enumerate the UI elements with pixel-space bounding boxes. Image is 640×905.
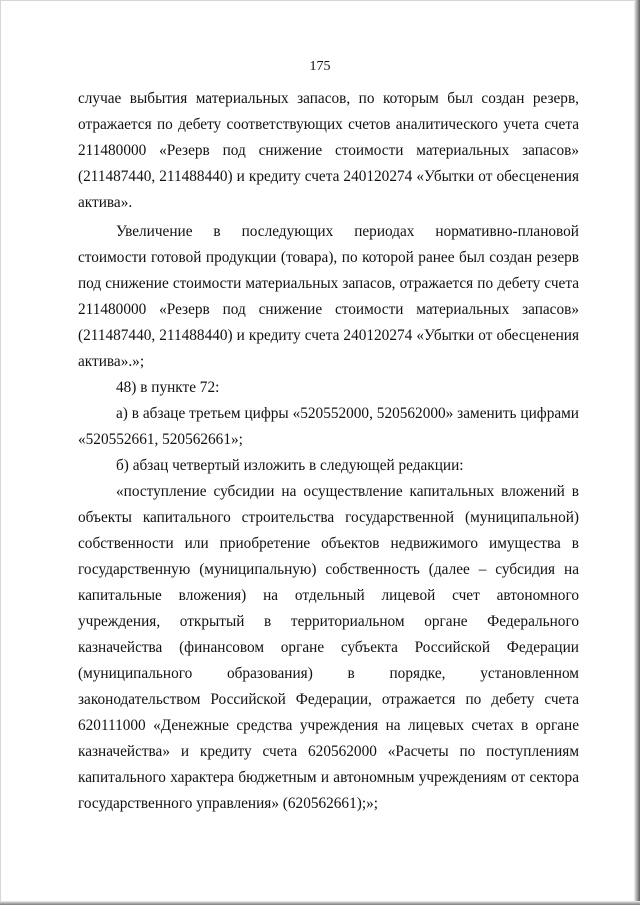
page-number: 175 — [309, 59, 331, 74]
document-body — [78, 86, 579, 817]
paragraph-new-wording: «поступление субсидии на осуществление капитальных вложений в объекты капитального строительства государственной (муниципальной) собственности или приобретение объектов недвижимого имущества в государственную (муниципальную) собственность (далее – субсидия на капитальные вложения) на отдельный лицевой счет автономного учреждения, открытый в территориальном органе Федерального казначейства (финансовом органе субъекта Российской Федерации (муниципального образования) в порядке, установленном законодательством Российской Федерации, отражается по дебету счета 620111000 «Денежные средства учреждения на лицевых счетах в органе казначейства» и кредиту счета 620562000 «Расчеты по поступлениям капитального характера бюджетным и автономным учреждениям от сектора государственного управления» (620562661);»; — [78, 483, 579, 812]
scan-edge-right — [634, 0, 640, 905]
paragraph-reserve-increase: Увеличение в последующих периодах нормативно-плановой стоимости готовой продукции (товара), по которой ранее был создан резерв под снижение стоимости материальных запасов, отражается по дебету счета 211480000 «Резерв под снижение стоимости материальных запасов» (211487440, 211488440) и кредиту счета 240120274 «Убытки от обесценения актива».»; — [78, 223, 579, 370]
scan-edge-bottom — [0, 901, 640, 905]
paragraph-continuation: случае выбытия материальных запасов, по которым был создан резерв, отражается по дебету соответствующих счетов аналитического учета счета 211480000 «Резерв под снижение стоимости материальных запасов» (211487440, 211488440) и кредиту счета 240120274 «Убытки от обесценения актива». — [78, 90, 579, 211]
paragraph-subitem-a: а) в абзаце третьем цифры «520552000, 520562000» заменить цифрами «520552661, 520562661»; — [78, 405, 579, 448]
paragraph-subitem-b: б) абзац четвертый изложить в следующей редакции: — [116, 457, 464, 474]
paragraph-item-48: 48) в пункте 72: — [116, 379, 220, 396]
